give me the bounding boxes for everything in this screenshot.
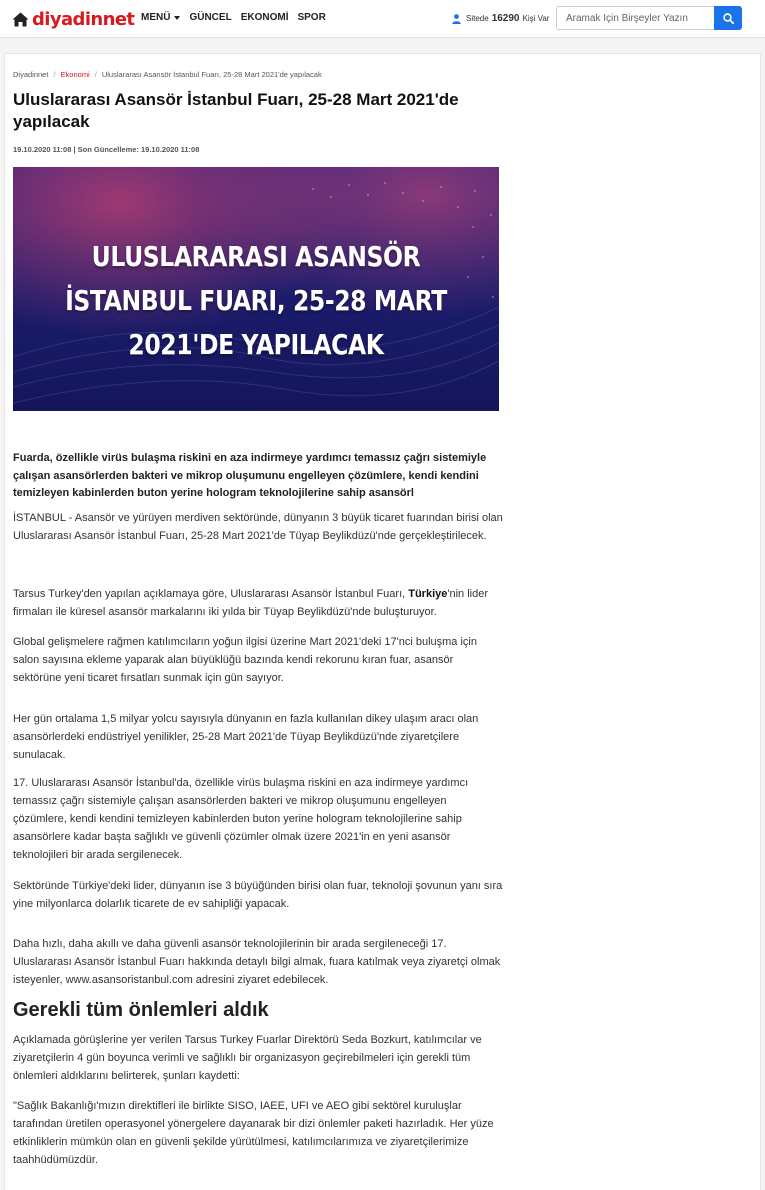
site-logo[interactable] bbox=[12, 9, 134, 30]
visitors-count: 16290 bbox=[491, 13, 520, 24]
breadcrumb-current: Uluslararası Asansör İstanbul Fuarı, 25-28 Mart 2021'de yapılacak bbox=[101, 70, 322, 79]
breadcrumb-home[interactable]: Diyadinnet bbox=[13, 70, 49, 79]
article-title: Uluslararası Asansör İstanbul Fuarı, 25-28 Mart 2021'de yapılacak bbox=[13, 90, 459, 131]
top-navbar bbox=[0, 0, 765, 38]
article-paragraph: Her gün ortalama 1,5 milyar yolcu sayısıyla dünyanın en fazla kullanılan dikey ulaşım aracı olan asansörlerdeki endüstriyel yenilikler, 25-28 Mart 2021'de Tüyap Beylikdüzü'nde ziyaretçilere sunulacak. bbox=[13, 713, 479, 761]
paragraph-text: Tarsus Turkey'den yapılan açıklamaya göre, Uluslararası Asansör İstanbul Fuarı, bbox=[13, 588, 409, 600]
article-subheading: Gerekli tüm önlemleri aldık bbox=[13, 999, 269, 1021]
article-paragraph: Sektöründe Türkiye'deki lider, dünyanın ise 3 büyüğünden birisi olan fuar, teknoloji şovunun yanı sıra yine milyonlarca dolarlık ticarete de ev sahipliği yapacak. bbox=[13, 880, 503, 910]
site-logo-text: diyadinnet bbox=[32, 9, 135, 30]
user-icon bbox=[452, 14, 461, 24]
nav-item-guncel[interactable]: GÜNCEL bbox=[189, 12, 232, 23]
visitors-suffix: Kişi Var bbox=[522, 14, 550, 23]
visitors-prefix: Sitede bbox=[466, 14, 489, 23]
breadcrumb-separator: / bbox=[53, 70, 56, 79]
article-paragraph: Açıklamada görüşlerine yer verilen Tarsus Turkey Fuarlar Direktörü Seda Bozkurt, katılımcılar ve ziyaretçilerin 4 gün boyunca verimli ve sağlıklı bir organizasyon geçirebilmeleri için gerekli tüm önlemleri aldıklarını belirterek, şunları kaydetti: bbox=[13, 1034, 482, 1082]
article-paragraph bbox=[13, 585, 503, 621]
online-visitors bbox=[452, 13, 549, 24]
article-lead: Fuarda, özellikle virüs bulaşma riskini en aza indirmeye yardımcı temassız çağrı sistemiyle çalışan asansörlerden bakteri ve mikrop oluşumunu engelleyen çözümlere, kendi kendini temizleyen kabinlerden buton yerine hologram teknolojilerine sahip asansörl bbox=[13, 452, 487, 499]
nav-item-menu[interactable] bbox=[141, 12, 180, 23]
search-button[interactable] bbox=[714, 6, 742, 30]
paragraph-text: 'nin lider firmaları ile küresel asansör markalarını iki yılda bir Tüyap Beylikdüzü'nde buluşturuyor. bbox=[13, 588, 488, 618]
main-nav bbox=[141, 12, 326, 23]
home-icon bbox=[12, 12, 29, 27]
chevron-down-icon bbox=[174, 16, 180, 20]
article-meta: 19.10.2020 11:08 | Son Güncelleme: 19.10.2020 11:08 bbox=[13, 145, 200, 154]
search-input[interactable] bbox=[556, 6, 714, 30]
hero-headline: ULUSLARARASI ASANSÖR İSTANBUL FUARI, 25-28 MART 2021'DE YAPILACAK bbox=[65, 240, 447, 361]
article-paragraph: "Sağlık Bakanlığı'mızın direktifleri ile birlikte SISO, IAEE, UFI ve AEO gibi sektörel kuruluşlar tarafından üretilen operasyonel yönergelere dayanarak bir dizi önlemler paketi hazırladık. Her yüze etkinliklerin mümkün olan en güvenli şekilde yürütülmesi, katılımcılarımıza ve ziyaretçilerimize taahhüdümüzdür. bbox=[13, 1100, 494, 1166]
breadcrumb bbox=[13, 70, 322, 79]
hero-image bbox=[13, 167, 499, 411]
keyword-link[interactable]: Türkiye bbox=[408, 588, 448, 600]
article-card bbox=[4, 53, 761, 1190]
nav-item-menu-label: MENÜ bbox=[141, 12, 171, 23]
search-icon bbox=[723, 13, 734, 24]
breadcrumb-separator: / bbox=[94, 70, 97, 79]
nav-item-ekonomi[interactable]: EKONOMİ bbox=[240, 12, 289, 23]
article-paragraph: Daha hızlı, daha akıllı ve daha güvenli asansör teknolojilerinin bir arada sergileneceği 17. Uluslararası Asansör İstanbul Fuarı hakkında detaylı bilgi almak, fuara katılmak veya ziyaretçi olmak isteyenler, www.asansoristanbul.com adresini ziyaret edebilecek. bbox=[13, 938, 501, 986]
article-paragraph: İSTANBUL - Asansör ve yürüyen merdiven sektöründe, dünyanın 3 büyük ticaret fuarından birisi olan Uluslararası Asansör İstanbul Fuarı, 25-28 Mart 2021'de Tüyap Beylikdüzü'nde gerçekleştirilecek. bbox=[13, 512, 503, 542]
article-paragraph: 17. Uluslararası Asansör İstanbul'da, özellikle virüs bulaşma riskini en aza indirmeye yardımcı temassız çağrı sistemiyle çalışan asansörlerden bakteri ve mikrop oluşumunu engelleyen çözümlere, kendi kendini temizleyen kabinlerden buton yerine hologram teknolojilerine sahip asansörlere kadar başta sağlıklı ve güvenli çözümler olmak üzere 2021'in en yeni asansör teknolojileri bir arada sergilenecek. bbox=[13, 777, 469, 861]
nav-item-spor[interactable]: SPOR bbox=[297, 12, 326, 23]
breadcrumb-category[interactable]: Ekonomi bbox=[60, 70, 90, 79]
search-bar bbox=[556, 6, 742, 30]
article-paragraph: Global gelişmelere rağmen katılımcıların yoğun ilgisi üzerine Mart 2021'deki 17'nci buluşma için salon sayısına ekleme yaparak alan büyüklüğü bazında kendi rekorunu kıran fuar, asansör sektörüne yeni ticaret fırsatları sunmak için gün sayıyor. bbox=[13, 636, 477, 684]
